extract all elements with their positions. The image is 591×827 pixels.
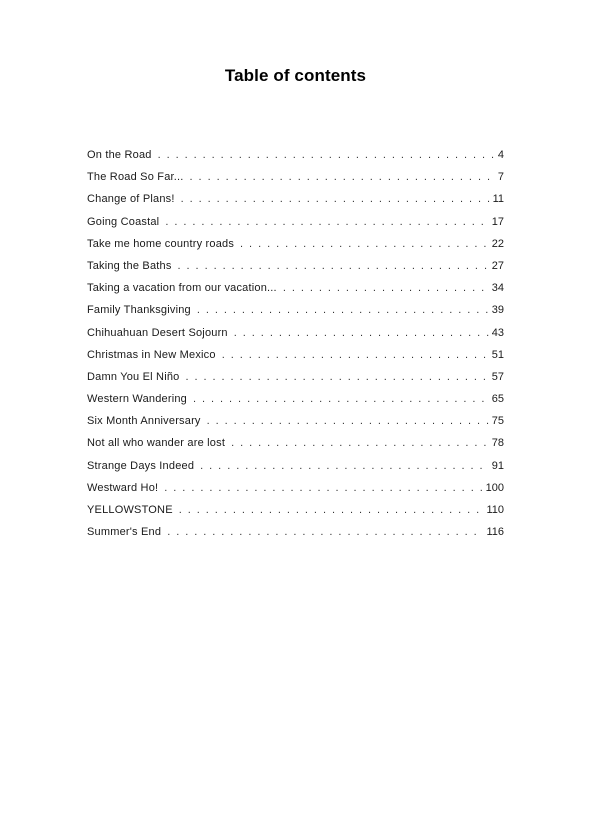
toc-entry-title: Going Coastal — [87, 215, 160, 228]
dot-leader — [222, 344, 489, 366]
toc-list — [87, 144, 504, 543]
toc-entry[interactable] — [87, 211, 504, 233]
toc-page-number: 91 — [491, 459, 504, 472]
toc-entry-title: Christmas in New Mexico — [87, 348, 216, 361]
dot-leader — [165, 211, 488, 233]
toc-entry[interactable] — [87, 277, 504, 299]
dot-leader — [190, 166, 495, 188]
toc-entry-title: YELLOWSTONE — [87, 504, 173, 516]
toc-entry[interactable] — [87, 233, 504, 255]
toc-page-number: 51 — [491, 348, 504, 361]
toc-page-number: 116 — [486, 526, 504, 539]
toc-page-number: 65 — [491, 393, 504, 406]
dot-leader — [283, 277, 489, 299]
toc-entry[interactable] — [87, 188, 504, 210]
dot-leader — [185, 366, 488, 388]
dot-leader — [240, 233, 489, 255]
toc-entry[interactable] — [87, 366, 504, 388]
toc-entry[interactable] — [87, 388, 504, 410]
toc-entry[interactable] — [87, 410, 504, 432]
dot-leader — [181, 188, 490, 210]
toc-entry-title: Taking the Baths — [87, 259, 172, 272]
toc-page-number: 4 — [497, 149, 504, 161]
toc-entry[interactable] — [87, 432, 504, 454]
toc-page-number: 100 — [485, 481, 504, 494]
toc-entry-title: Western Wandering — [87, 393, 187, 406]
toc-entry[interactable] — [87, 299, 504, 321]
toc-entry[interactable] — [87, 455, 504, 477]
toc-entry[interactable] — [87, 344, 504, 366]
dot-leader — [158, 144, 495, 166]
toc-page-number: 43 — [491, 326, 504, 339]
dot-leader — [207, 410, 489, 432]
toc-entry-title: The Road So Far... — [87, 171, 184, 184]
toc-page-number: 57 — [491, 370, 504, 383]
toc-entry-title: Change of Plans! — [87, 193, 175, 206]
toc-page-number: 78 — [491, 437, 504, 450]
toc-entry[interactable] — [87, 322, 504, 344]
toc-entry-title: Chihuahuan Desert Sojourn — [87, 326, 228, 339]
dot-leader — [193, 388, 489, 410]
toc-page-number: 39 — [491, 304, 504, 317]
toc-entry-title: Take me home country roads — [87, 237, 235, 250]
toc-entry[interactable] — [87, 144, 504, 166]
toc-entry[interactable] — [87, 499, 504, 521]
toc-page-number: 34 — [491, 282, 504, 295]
dot-leader — [167, 521, 483, 543]
toc-entry[interactable] — [87, 521, 504, 543]
toc-page-number: 75 — [491, 415, 504, 428]
toc-page-number: 27 — [491, 259, 504, 272]
toc-page-number: 11 — [492, 193, 504, 206]
toc-page-number: 110 — [486, 504, 504, 516]
dot-leader — [231, 432, 489, 454]
dot-leader — [178, 255, 489, 277]
toc-entry-title: Family Thanksgiving — [87, 304, 191, 317]
toc-entry-title: Not all who wander are lost — [87, 437, 226, 450]
toc-page-number: 17 — [491, 215, 504, 228]
page-title: Table of contents — [224, 66, 367, 85]
toc-entry[interactable] — [87, 477, 504, 499]
toc-entry-title: Westward Ho! — [87, 481, 159, 494]
dot-leader — [164, 477, 482, 499]
toc-entry-title: On the Road — [87, 149, 152, 161]
toc-entry-title: Summer's End — [87, 526, 162, 539]
toc-entry-title: Taking a vacation from our vacation... — [87, 282, 277, 295]
dot-leader — [179, 499, 484, 521]
dot-leader — [200, 455, 489, 477]
toc-page-number: 22 — [491, 237, 504, 250]
toc-entry-title: Damn You El Niño — [87, 370, 180, 383]
toc-entry-title: Strange Days Indeed — [87, 459, 195, 472]
toc-entry[interactable] — [87, 255, 504, 277]
toc-entry-title: Six Month Anniversary — [87, 415, 201, 428]
toc-page-number: 7 — [497, 171, 504, 184]
dot-leader — [197, 299, 489, 321]
dot-leader — [234, 322, 489, 344]
toc-entry[interactable] — [87, 166, 504, 188]
